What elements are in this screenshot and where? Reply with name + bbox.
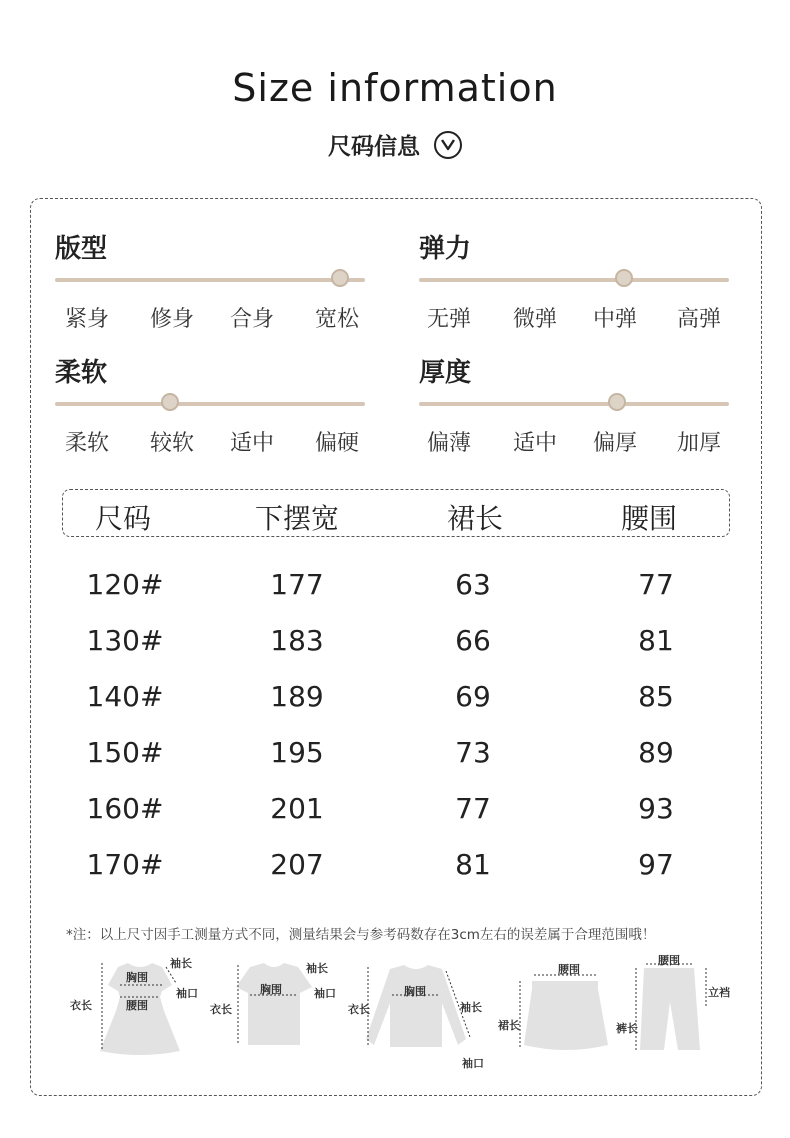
table-cell: 130# [86,624,164,657]
skirt-length-label: 裙长 [498,1019,520,1032]
attribute-fit [55,228,365,332]
dress-waist-label: 腰围 [126,999,148,1012]
table-cell: 81 [638,624,674,657]
table-row [0,736,790,776]
dress-sleeve-label: 袖长 [170,957,192,970]
table-cell: 69 [455,680,491,713]
table-cell: 189 [270,680,324,713]
attribute-option: 适中 [229,431,275,456]
attribute-option: 偏薄 [426,431,472,456]
attribute-option: 高弹 [676,307,722,332]
sweater-cuff-label: 袖口 [462,1057,484,1070]
table-cell: 120# [86,568,164,601]
dress-length-label: 衣长 [70,999,92,1012]
table-cell: 150# [86,736,164,769]
column-header-size: 尺码 [94,502,152,535]
attribute-option: 无弹 [426,307,472,332]
tshirt-sleeve-label: 袖长 [306,962,328,975]
thickness-slider-track [419,402,729,406]
section-subtitle [0,128,790,161]
tshirt-diagram [208,955,348,1055]
skirt-shape [496,955,616,1059]
table-cell: 183 [270,624,324,657]
skirt-waist-label: 腰围 [558,963,580,976]
table-cell: 85 [638,680,674,713]
sweater-sleeve-label: 袖长 [460,1001,482,1014]
softness-slider-track [55,402,365,406]
sweater-length-label: 衣长 [348,1003,370,1016]
table-cell: 195 [270,736,324,769]
chevron-down-icon [434,131,462,159]
fit-slider-knob [331,269,349,287]
attribute-option: 微弹 [512,307,558,332]
attribute-title: 柔软 [55,358,108,388]
pants-waist-label: 腰围 [658,954,680,967]
dress-cuff-label: 袖口 [176,987,198,1000]
attribute-option: 柔软 [64,431,110,456]
table-cell: 207 [270,848,324,881]
table-cell: 93 [638,792,674,825]
table-cell: 97 [638,848,674,881]
table-cell: 140# [86,680,164,713]
thickness-slider-knob [608,393,626,411]
table-cell: 77 [455,792,491,825]
tshirt-chest-label: 胸围 [260,983,282,996]
table-cell: 170# [86,848,164,881]
table-cell: 81 [455,848,491,881]
attribute-option: 适中 [512,431,558,456]
sweater-chest-label: 胸围 [404,985,426,998]
attribute-option: 偏厚 [592,431,638,456]
attribute-elasticity [419,228,729,332]
table-row [0,680,790,720]
pants-rise-label: 立裆 [708,986,730,999]
measurement-note: *注：以上尺寸因手工测量方式不同，测量结果会与参考码数存在3cm左右的误差属于合理范围哦！ [66,927,656,943]
table-cell: 201 [270,792,324,825]
attribute-option: 宽松 [314,307,360,332]
column-header-skirt-length: 裙长 [446,502,504,535]
attribute-title: 厚度 [419,358,472,388]
table-cell: 63 [455,568,491,601]
elasticity-slider-knob [615,269,633,287]
attribute-option: 加厚 [676,431,722,456]
pants-length-label: 裤长 [616,1022,638,1035]
dress-chest-label: 胸围 [126,971,148,984]
skirt-diagram [496,955,616,1059]
pants-diagram [614,950,744,1060]
fit-slider-track [55,278,365,282]
softness-slider-knob [161,393,179,411]
column-header-waist: 腰围 [620,502,678,535]
elasticity-slider-track [419,278,729,282]
attribute-softness [55,352,365,456]
dress-diagram [68,955,208,1065]
subtitle-text: 尺码信息 [328,134,420,160]
table-cell: 89 [638,736,674,769]
table-row [0,848,790,888]
page-title: Size information [232,66,558,110]
attribute-option: 紧身 [64,307,110,332]
table-cell: 66 [455,624,491,657]
sweater-diagram [346,955,496,1073]
table-cell: 160# [86,792,164,825]
attribute-option: 中弹 [592,307,638,332]
attribute-title: 弹力 [419,234,472,264]
table-row [0,624,790,664]
tshirt-length-label: 衣长 [210,1003,232,1016]
attribute-thickness [419,352,729,456]
attribute-title: 版型 [55,234,108,264]
table-cell: 177 [270,568,324,601]
attribute-option: 修身 [149,307,195,332]
tshirt-cuff-label: 袖口 [314,987,336,1000]
table-row [0,792,790,832]
attribute-option: 较软 [149,431,195,456]
attribute-option: 合身 [229,307,275,332]
table-cell: 77 [638,568,674,601]
table-cell: 73 [455,736,491,769]
attribute-option: 偏硬 [314,431,360,456]
column-header-hem-width: 下摆宽 [254,502,340,535]
table-row [0,568,790,608]
